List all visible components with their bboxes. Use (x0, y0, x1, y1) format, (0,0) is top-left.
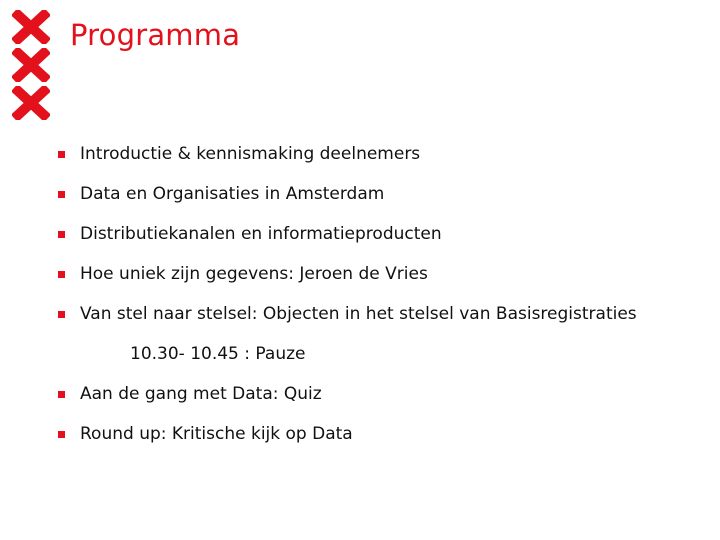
agenda-item (56, 374, 637, 414)
agenda-item-text: Data en Organisaties in Amsterdam (80, 184, 385, 204)
agenda-item (56, 414, 637, 454)
andreaskruis-icon (12, 86, 50, 120)
agenda-list (56, 134, 637, 454)
bullet-square-icon (58, 391, 65, 398)
agenda-item (56, 294, 637, 334)
agenda-break-item (56, 334, 637, 374)
bullet-square-icon (58, 431, 65, 438)
agenda-item-text: Aan de gang met Data: Quiz (80, 384, 322, 404)
agenda-item-text: 10.30- 10.45 : Pauze (130, 344, 306, 364)
agenda-item-text: Hoe uniek zijn gegevens: Jeroen de Vries (80, 264, 428, 284)
agenda-item-text: Van stel naar stelsel: Objecten in het stelsel van Basisregistraties (80, 304, 637, 324)
agenda-item-text: Introductie & kennismaking deelnemers (80, 144, 421, 164)
amsterdam-logo (12, 10, 52, 124)
andreaskruis-icon (12, 10, 50, 44)
bullet-square-icon (58, 151, 65, 158)
agenda-item (56, 214, 637, 254)
agenda-item (56, 134, 637, 174)
agenda-item (56, 174, 637, 214)
agenda-item-text: Distributiekanalen en informatieproducten (80, 224, 442, 244)
agenda-item (56, 254, 637, 294)
bullet-square-icon (58, 271, 65, 278)
agenda-item-text: Round up: Kritische kijk op Data (80, 424, 353, 444)
bullet-square-icon (58, 231, 65, 238)
bullet-square-icon (58, 191, 65, 198)
slide-title: Programma (70, 18, 241, 52)
bullet-square-icon (58, 311, 65, 318)
andreaskruis-icon (12, 48, 50, 82)
